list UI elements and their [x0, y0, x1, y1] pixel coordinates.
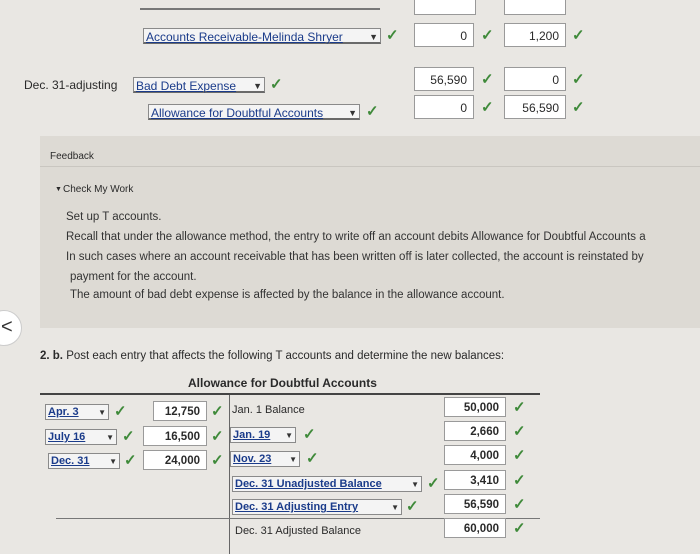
check-icon: ✓ [386, 27, 399, 44]
question-body: Post each entry that affects the following T accounts and determine the new balances: [66, 350, 505, 362]
account-select-row2-label: Bad Debt Expense [136, 79, 237, 93]
check-icon: ✓ [481, 99, 494, 116]
account-select-row2[interactable] [133, 77, 265, 93]
credit-input-row3[interactable]: 56,590 [504, 95, 566, 119]
debit-input-row3[interactable]: 0 [414, 95, 474, 119]
dropdown-arrow-icon: ▼ [348, 108, 357, 118]
credit-input-row2[interactable]: 0 [504, 67, 566, 91]
check-icon: ✓ [303, 426, 316, 443]
right-amount-input-4[interactable]: 3,410 [444, 470, 506, 490]
left-amount-input-1[interactable]: 12,750 [153, 401, 207, 421]
check-icon: ✓ [211, 403, 224, 420]
top-box-2 [504, 0, 566, 15]
t-account-title: Allowance for Doubtful Accounts [188, 376, 377, 390]
feedback-label: Feedback [50, 151, 94, 162]
check-icon: ✓ [572, 27, 585, 44]
feedback-line-1: Set up T accounts. [66, 211, 162, 223]
feedback-line-2: Recall that under the allowance method, the entry to write off an account debits Allowance for Doubtful Accounts a [66, 231, 646, 243]
left-date-select-3[interactable] [48, 453, 120, 469]
left-date-label-3: Dec. 31 [51, 455, 90, 467]
check-icon: ✓ [211, 452, 224, 469]
feedback-line-4: payment for the account. [70, 271, 197, 283]
top-rule [140, 0, 380, 10]
check-icon: ✓ [513, 399, 526, 416]
right-label-select-4[interactable] [232, 476, 422, 492]
dropdown-arrow-icon: ▼ [106, 433, 114, 442]
feedback-divider [40, 166, 700, 167]
dropdown-arrow-icon: ▼ [411, 480, 419, 489]
feedback-line-5: The amount of bad debt expense is affected by the balance in the allowance account. [70, 289, 505, 301]
check-icon: ✓ [306, 450, 319, 467]
right-label-4: Dec. 31 Unadjusted Balance [235, 478, 382, 490]
credit-input-row1[interactable]: 1,200 [504, 23, 566, 47]
check-icon: ✓ [406, 498, 419, 515]
top-box-1 [414, 0, 476, 15]
dropdown-arrow-icon: ▼ [391, 503, 399, 512]
right-label-1: Jan. 1 Balance [232, 404, 305, 416]
dropdown-arrow-icon: ▼ [109, 457, 117, 466]
t-account-center-rule [229, 395, 230, 554]
feedback-line-3: In such cases where an account receivable that has been written off is later collected, the account is reinstated by [66, 251, 644, 263]
dropdown-arrow-icon: ▼ [285, 431, 293, 440]
check-icon: ✓ [481, 71, 494, 88]
right-label-6: Dec. 31 Adjusted Balance [235, 525, 361, 537]
check-icon: ✓ [211, 428, 224, 445]
right-label-select-5[interactable] [232, 499, 402, 515]
left-date-select-2[interactable] [45, 429, 117, 445]
back-button[interactable] [0, 310, 22, 346]
dropdown-arrow-icon: ▼ [369, 32, 378, 42]
right-amount-input-6[interactable]: 60,000 [444, 518, 506, 538]
account-select-row1-label: Accounts Receivable-Melinda Shryer [146, 30, 343, 44]
check-icon: ✓ [366, 103, 379, 120]
check-icon: ✓ [114, 403, 127, 420]
right-amount-input-3[interactable]: 4,000 [444, 445, 506, 465]
check-icon: ✓ [513, 472, 526, 489]
left-date-select-1[interactable] [45, 404, 109, 420]
check-icon: ✓ [270, 76, 283, 93]
check-icon: ✓ [481, 27, 494, 44]
right-amount-input-2[interactable]: 2,660 [444, 421, 506, 441]
debit-input-row2[interactable]: 56,590 [414, 67, 474, 91]
check-icon: ✓ [513, 496, 526, 513]
check-icon: ✓ [572, 99, 585, 116]
right-label-2: Jan. 19 [233, 429, 271, 441]
left-date-label-1: Apr. 3 [48, 406, 79, 418]
left-date-label-2: July 16 [48, 431, 86, 443]
account-select-row3-label: Allowance for Doubtful Accounts [151, 106, 324, 120]
right-label-select-2[interactable] [230, 427, 296, 443]
dropdown-arrow-icon: ▼ [289, 455, 297, 464]
check-icon: ✓ [513, 520, 526, 537]
right-label-5: Dec. 31 Adjusting Entry [235, 501, 359, 513]
left-amount-input-2[interactable]: 16,500 [143, 426, 207, 446]
right-label-select-3[interactable] [230, 451, 300, 467]
left-amount-input-3[interactable]: 24,000 [143, 450, 207, 470]
right-amount-input-5[interactable]: 56,590 [444, 494, 506, 514]
check-icon: ✓ [513, 423, 526, 440]
t-account-top-rule [40, 393, 540, 395]
entry-date-label: Dec. 31-adjusting [24, 78, 118, 92]
check-icon: ✓ [513, 447, 526, 464]
collapse-triangle-icon[interactable]: ▼ [55, 186, 62, 193]
question-text [40, 350, 504, 362]
right-amount-input-1[interactable]: 50,000 [444, 397, 506, 417]
dropdown-arrow-icon: ▼ [98, 408, 106, 417]
right-label-3: Nov. 23 [233, 453, 272, 465]
dropdown-arrow-icon: ▼ [253, 81, 262, 91]
check-icon: ✓ [427, 475, 440, 492]
account-select-row1[interactable] [143, 28, 381, 44]
check-icon: ✓ [122, 428, 135, 445]
account-select-row3[interactable] [148, 104, 360, 120]
debit-input-row1[interactable]: 0 [414, 23, 474, 47]
question-prefix: 2. b. [40, 350, 64, 362]
chevron-left-icon: < [1, 316, 13, 338]
check-my-work-toggle[interactable]: Check My Work [63, 184, 134, 195]
check-icon: ✓ [124, 452, 137, 469]
check-icon: ✓ [572, 71, 585, 88]
